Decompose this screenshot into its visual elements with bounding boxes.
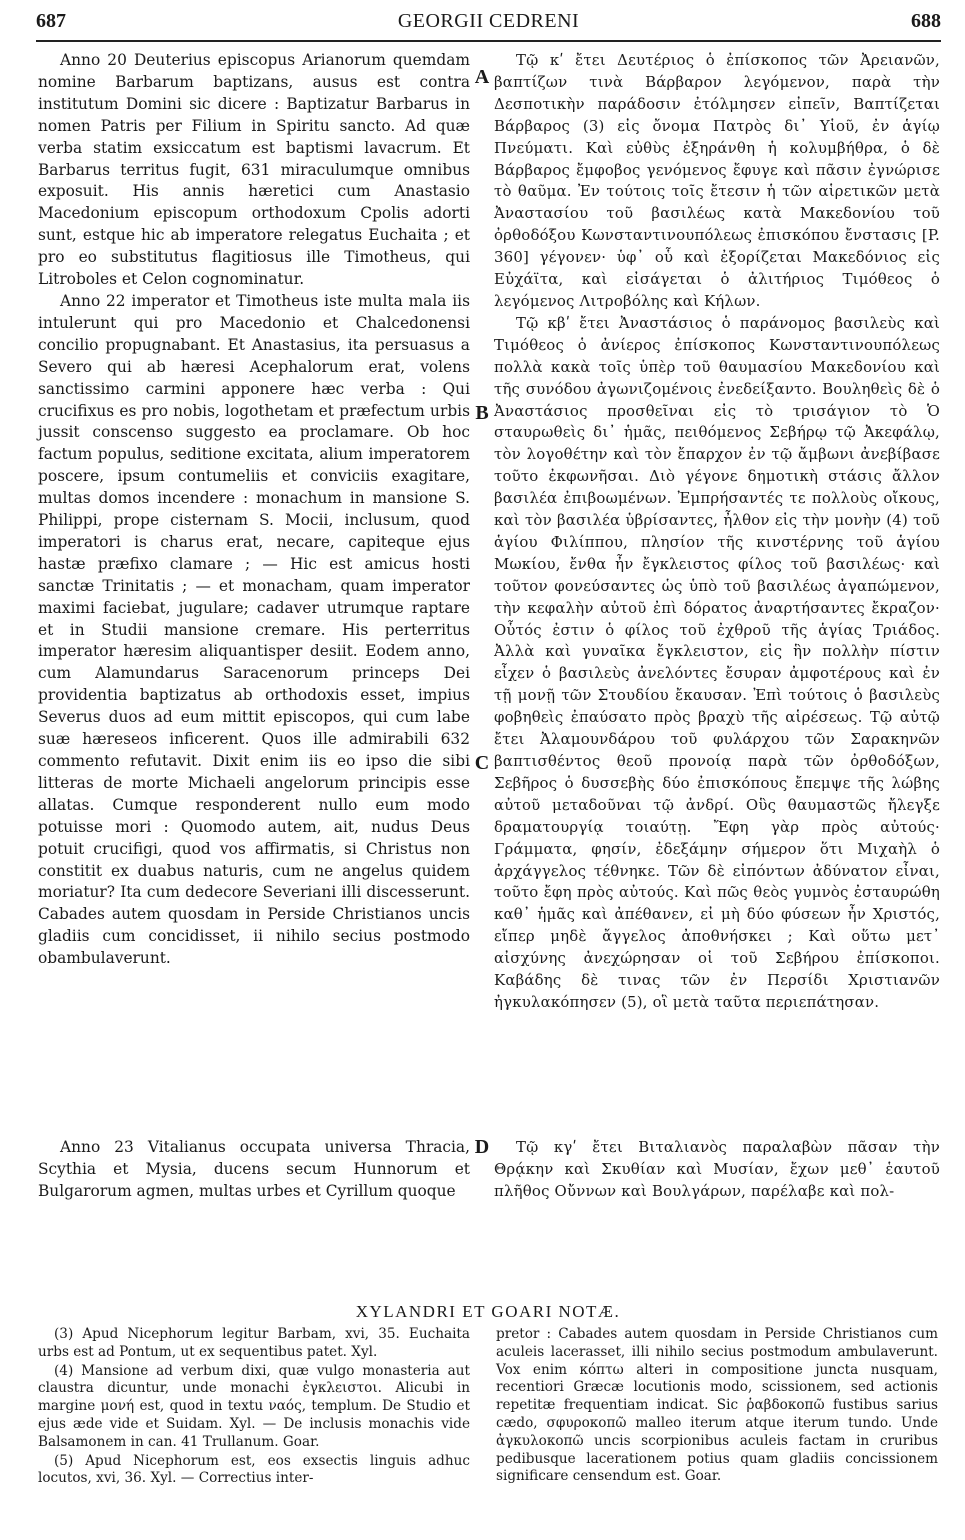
column-marker-c: C [474,752,490,774]
running-head [36,10,941,44]
greek-column [494,50,940,1014]
running-title: GEORGII CEDRENI [397,10,580,32]
notes-left-column [38,1326,470,1489]
notes-title: XYLANDRI ET GOARI NOTÆ. [355,1302,621,1321]
notes-right-column [496,1326,938,1487]
greek-paragraph-2: Τῷ κβʹ ἔτει Ἀναστάσιος ὁ παράνομος βασιλεὺς καὶ Τιμόθεος ὁ ἀνίερος ἐπίσκοπος Κωνσταντινουπόλεως πολλὰ κακὰ τοῖς ὑπὲρ τοῦ θαυμασίου Μακεδονίου καὶ τῆς συνόδου ἀγωνιζομένοις ἐνεδείξαντο. Βουληθεὶς δὲ ὁ Ἀναστάσιος προσθεῖναι εἰς τὸ τρισάγιον τὸ Ὁ σταυρωθεὶς δι᾽ ἡμᾶς, πειθόμενος Σεβήρῳ τῷ Ἀκεφάλῳ, τὸν λογοθέτην καὶ τὸν ἔπαρχον ἐν τῷ ἄμβωνι ἀνεβίβασε τοῦτο ἐκφωνῆσαι. Διὸ γέγονε δημοτικὴ στάσις ἄλλον βασιλέα ἐπιβοωμένων. Ἐμπρήσαντές τε πολλοὺς οἴκους, καὶ τὸν βασιλέα ὑβρίσαντες, ἦλθον εἰς τὴν μονὴν (4) τοῦ ἁγίου Φιλίππου, πλησίον τῆς κινστέρνης τοῦ ἁγίου Μωκίου, ἔνθα ἦν ἔγκλειστος φίλος τοῦ βασιλέως· καὶ τοῦτον φονεύσαντες ὡς ὑπὸ τοῦ βασιλέως ἀγαπώμενον, τὴν κεφαλὴν αὐτοῦ ἐπὶ δόρατος ἀναρτήσαντες ἔκραζον· Οὗτός ἐστιν ὁ φίλος τοῦ ἐχθροῦ τῆς ἁγίας Τριάδος. Ἀλλὰ καὶ γυναῖκα ἔγκλειστον, εἰς ἣν πολλὴν πίστιν εἶχεν ὁ βασιλεὺς ἀνελόντες ἔσυραν ἀμφοτέρους καὶ ἐν τῇ μονῇ τῶν Στουδίου ἔκαυσαν. Ἐπὶ τούτοις ὁ βασιλεὺς φοβηθεὶς ἐπαύσατο πρὸς βραχὺ τῆς αἱρέσεως. Τῷ αὐτῷ ἔτει Ἀλαμουνδάρου τοῦ φυλάρχου τῶν Σαρακηνῶν βαπτισθέντος θεοῦ προνοίᾳ παρὰ τῶν ὀρθοδόξων, Σεβῆρος ὁ δυσσεβὴς δύο ἐπισκόπους ἔπεμψε τῆς λώβης αὐτοῦ μεταδοῦναι τῷ ἀνδρί. Οὓς θαυμαστῶς ἤλεγξε δραματουργίᾳ τοιαύτῃ. Ἔφη γὰρ πρὸς αὐτούς· Γράμματα, φησίν, ἐδεξάμην σήμερον ὅτι Μιχαὴλ ὁ ἀρχάγγελος τέθνηκε. Τῶν δὲ εἰπόντων ἀδύνατον εἶναι, τοῦτο ἔφη πρὸς αὐτούς. Καὶ πῶς θεὸς γυμνὸς ἐσταυρώθη καθ᾽ ἡμᾶς καὶ ἀπέθανεν, εἰ μὴ δύο φύσεων ἦν Χριστός, εἴπερ μηδὲ ἄγγελος ἀποθνήσκει ; Καὶ οὕτω μετ᾽ αἰσχύνης ἀνεχώρησαν οἱ τοῦ Σεβήρου ἐπίσκοποι. Καβάδης δὲ τινας τῶν ἐν Περσίδι Χριστιανῶν ἠγκυλακόπησεν (5), οἳ μετὰ ταῦτα περιεπάτησαν. [494,313,940,1011]
latin-paragraph-1: Anno 20 Deuterius episcopus Arianorum quemdam nomine Barbarum baptizans, ausus est contra institutum Domini sic dicere : Baptizatur Barbarus in nomen Patris per Filium in Spiritu sancto. Ad quæ verba statim exsiccatum est baptismi lavacrum. Et Barbarus territus fugit, 631 miraculumque omnibus exposuit. His annis hæretici cum Anastasio Macedonium episcopum orthodoxum Cpolis adorti sunt, estque hic ab imperatore relegatus Euchaita ; et pro eo substitutus flagitiosus ille Timotheus, qui Litroboles et Celon cognominatur. [38,51,470,289]
greek-paragraph-3: Τῷ κγʹ ἔτει Βιταλιανὸς παραλαβὼν πᾶσαν τὴν Θρᾴκην καὶ Σκυθίαν καὶ Μυσίαν, ἔχων μεθ᾽ ἑαυτοῦ πλῆθος Οὔννων καὶ Βουλγάρων, παρέλαβε καὶ πολ- [494,1138,940,1200]
greek-paragraph-1: Τῷ κʹ ἔτει Δευτέριος ὁ ἐπίσκοπος τῶν Ἀρειανῶν, βαπτίζων τινὰ Βάρβαρον λεγόμενον, παρὰ τὴν Δεσποτικὴν παράδοσιν ἐτόλμησεν εἰπεῖν, Βαπτίζεται Βάρβαρος (3) εἰς ὄνομα Πατρὸς δι᾽ Υἱοῦ, ἐν ἁγίῳ Πνεύματι. Καὶ εὐθὺς ἐξηράνθη ἡ κολυμβήθρα, ὁ δὲ Βάρβαρος ἔμφοβος γενόμενος ἔφυγε καὶ πᾶσιν ἐγνώρισε τὸ θαῦμα. Ἐν τούτοις τοῖς ἔτεσιν ἡ τῶν αἱρετικῶν μετὰ Ἀναστασίου τοῦ βασιλέως κατὰ Μακεδονίου τοῦ ὀρθοδόξου Κωνσταντινουπόλεως ἐπισκόπου ἔνστασις [P. 360] γέγονεν· ὑφ᾽ οὗ καὶ ἐξορίζεται Μακεδόνιος εἰς Εὐχάϊτα, καὶ εἰσάγεται ὁ ἀλιτήριος Τιμόθεος ὁ λεγόμενος Λιτροβόλης καὶ Κήλων. [494,51,940,310]
latin-column [38,50,470,970]
column-marker-b: B [475,402,489,424]
latin-paragraph-2: Anno 22 imperator et Timotheus iste multa mala iis intulerunt qui pro Macedonio et Chalcedonensi concilio propugnabant. Et Anastasius, ita persuasus a Severo qui ab hæresi Acephalorum erat, volens sanctissimo carmini apponere hæc verba : Qui crucifixus es pro nobis, logothetam et præfectum urbis jussit conscenso suggesto ea proclamare. Ob hoc factum populus, seditione excitata, alium imperatorem poscere, ipsum contumeliis et conviciis exagitare, multas domos incendere : monachum in mansione S. Philippi, prope cisternam S. Mocii, inclusum, quod imperatori is charus erat, necare, capiteque ejus hastæ præfixo clamare ; — Hic est amicus hosti sanctæ Trinitatis ; — et monacham, quam imperator maximi faciebat, jugulare; cadaver utrumque raptare et in Studii mansione cremare. His perterritus imperator hæresim aliquantisper desiit. Eodem anno, cum Alamundarus Saracenorum princeps Dei providentia baptizatus ab orthodoxis esset, impius Severus duos ad eum mittit episcopos, qui cum labe suæ hæreseos inficerent. Quos ille admirabili 632 commento refutavit. Dixit enim iis eo ipso die sibi litteras de morte Michaeli angelorum principis esse allatas. Cumque responderent nullo eum modo potuisse mori : Quomodo autem, ait, nudus Deus potuit crucifigi, quod vos affirmatis, si Christus non constitit ex duabus naturis, cum ne angelus quidem moriatur? Ita cum dedecore Severiani illi discesserunt. Cabades autem quosdam in Perside Christianos uncis gladiis cum concidisset, ii nihilo secius postmodo obambulaverunt. [38,291,470,968]
note-3: (3) Apud Nicephorum legitur Barbam, xvi, 35. Euchaita urbs est ad Pontum, ut ex sequentibus patet. Xyl. [38,1326,470,1360]
column-marker-d: D [474,1136,490,1158]
latin-paragraph-3: Anno 23 Vitalianus occupata universa Thracia, Scythia et Mysia, ducens secum Hunnorum et Bulgarorum agmen, multas urbes et Cyrillum quoque [38,1138,470,1200]
note-4: (4) Mansione ad verbum dixi, quæ vulgo monasteria aut claustra dicuntur, unde monachi ἐγκλειστοι. Alicubi in margine μονή est, quod in textu ναός, templum. De Studio et ejus æde vide et Suidam. Xyl. — De inclusis monachis vide Balsamonem in can. 41 Trullanum. Goar. [38,1362,470,1450]
column-marker-a: A [474,66,490,88]
greek-column-lower [494,1137,940,1203]
page-number-right: 688 [911,10,941,32]
note-5-continued: pretor : Cabades autem quosdam in Perside Christianos cum aculeis lacerasset, illi nihilo secius postmodum ambulaverunt. Vox enim κόπτω alteri in compositione juncta nusquam, recentiori Græcæ locutionis modo, scissionem, sed actionis repetitæ frequentiam indicat. Sic ῥαβδοκοπῶ fustibus sarius cædo, σφυροκοπῶ malleo iterum atque iterum tundo. Unde ἀγκυλοκοπῶ uncis scorpionibus aculeis factam in cruribus pedibusque lacerationem potius quam gladiis concissionem significare censendum est. Goar. [496,1326,938,1485]
header-rule [36,40,941,42]
note-5: (5) Apud Nicephorum est, eos exsectis linguis adhuc locutos, xvi, 36. Xyl. — Correctius inter- [38,1452,470,1487]
latin-column-lower [38,1137,470,1203]
page-number-left: 687 [36,10,66,32]
